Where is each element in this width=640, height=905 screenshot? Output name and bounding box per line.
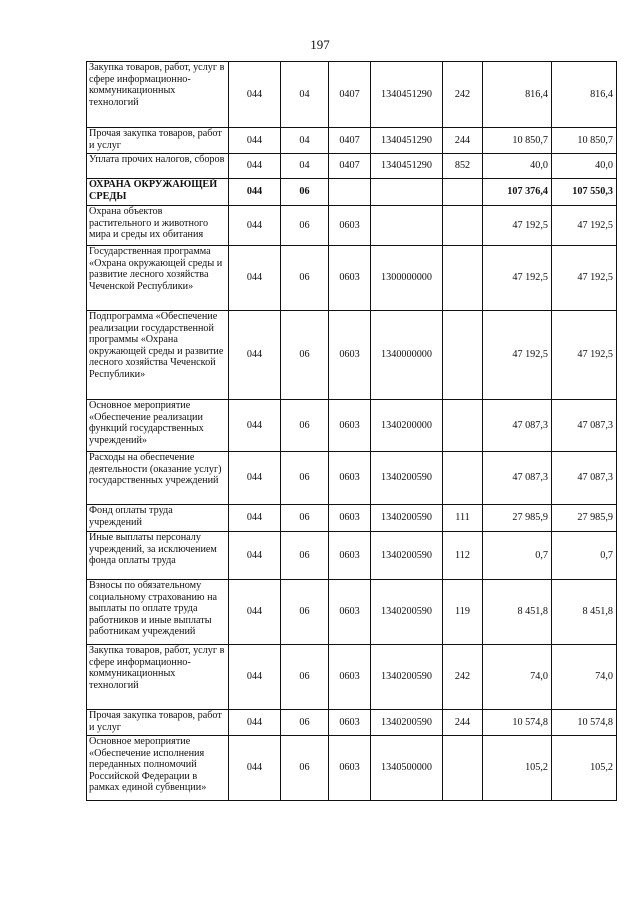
ministry-code: 044 bbox=[229, 154, 281, 179]
amount-second-year: 107 550,3 bbox=[552, 179, 617, 206]
row-name: ОХРАНА ОКРУЖАЮЩЕЙ СРЕДЫ bbox=[87, 179, 229, 206]
table-row bbox=[87, 710, 617, 736]
ministry-code: 044 bbox=[229, 580, 281, 645]
table-row bbox=[87, 452, 617, 505]
section-code: 06 bbox=[281, 311, 329, 400]
subsection-code: 0603 bbox=[329, 580, 371, 645]
ministry-code: 044 bbox=[229, 400, 281, 452]
subsection-code: 0603 bbox=[329, 532, 371, 580]
expense-type-code: 119 bbox=[443, 580, 483, 645]
ministry-code: 044 bbox=[229, 311, 281, 400]
subsection-code: 0603 bbox=[329, 206, 371, 246]
section-code: 06 bbox=[281, 400, 329, 452]
amount-first-year: 40,0 bbox=[483, 154, 552, 179]
table-row bbox=[87, 246, 617, 311]
row-name: Закупка товаров, работ, услуг в сфере информационно-коммуникационных технологий bbox=[87, 62, 229, 128]
target-article-code: 1340200590 bbox=[371, 710, 443, 736]
target-article-code: 1340200000 bbox=[371, 400, 443, 452]
table-row bbox=[87, 532, 617, 580]
amount-second-year: 40,0 bbox=[552, 154, 617, 179]
table-row bbox=[87, 179, 617, 206]
section-code: 06 bbox=[281, 710, 329, 736]
expense-type-code: 852 bbox=[443, 154, 483, 179]
amount-first-year: 10 850,7 bbox=[483, 128, 552, 154]
row-name: Фонд оплаты труда учреждений bbox=[87, 505, 229, 532]
target-article-code: 1340200590 bbox=[371, 452, 443, 505]
amount-first-year: 8 451,8 bbox=[483, 580, 552, 645]
subsection-code: 0603 bbox=[329, 311, 371, 400]
table-row bbox=[87, 128, 617, 154]
section-code: 06 bbox=[281, 505, 329, 532]
subsection-code: 0603 bbox=[329, 452, 371, 505]
section-code: 04 bbox=[281, 62, 329, 128]
amount-second-year: 8 451,8 bbox=[552, 580, 617, 645]
subsection-code: 0603 bbox=[329, 505, 371, 532]
target-article-code bbox=[371, 179, 443, 206]
ministry-code: 044 bbox=[229, 128, 281, 154]
ministry-code: 044 bbox=[229, 179, 281, 206]
amount-first-year: 47 192,5 bbox=[483, 311, 552, 400]
expense-type-code bbox=[443, 206, 483, 246]
ministry-code: 044 bbox=[229, 246, 281, 311]
section-code: 06 bbox=[281, 580, 329, 645]
section-code: 06 bbox=[281, 736, 329, 801]
amount-second-year: 816,4 bbox=[552, 62, 617, 128]
row-name: Расходы на обеспечение деятельности (оказание услуг) государственных учреждений bbox=[87, 452, 229, 505]
amount-second-year: 10 574,8 bbox=[552, 710, 617, 736]
expense-type-code bbox=[443, 179, 483, 206]
target-article-code: 1340451290 bbox=[371, 128, 443, 154]
target-article-code: 1340200590 bbox=[371, 505, 443, 532]
ministry-code: 044 bbox=[229, 452, 281, 505]
ministry-code: 044 bbox=[229, 532, 281, 580]
expense-type-code bbox=[443, 246, 483, 311]
subsection-code: 0407 bbox=[329, 62, 371, 128]
amount-first-year: 10 574,8 bbox=[483, 710, 552, 736]
subsection-code: 0407 bbox=[329, 128, 371, 154]
row-name: Уплата прочих налогов, сборов bbox=[87, 154, 229, 179]
row-name: Охрана объектов растительного и животного мира и среды их обитания bbox=[87, 206, 229, 246]
ministry-code: 044 bbox=[229, 62, 281, 128]
budget-table bbox=[86, 61, 617, 801]
subsection-code: 0603 bbox=[329, 710, 371, 736]
expense-type-code: 242 bbox=[443, 645, 483, 710]
row-name: Взносы по обязательному социальному страхованию на выплаты по оплате труда работников и иные выплаты работникам учреждений bbox=[87, 580, 229, 645]
section-code: 06 bbox=[281, 532, 329, 580]
table-body bbox=[87, 62, 617, 801]
expense-type-code: 242 bbox=[443, 62, 483, 128]
expense-type-code: 111 bbox=[443, 505, 483, 532]
subsection-code: 0603 bbox=[329, 246, 371, 311]
target-article-code bbox=[371, 206, 443, 246]
ministry-code: 044 bbox=[229, 505, 281, 532]
subsection-code: 0603 bbox=[329, 645, 371, 710]
row-name: Прочая закупка товаров, работ и услуг bbox=[87, 128, 229, 154]
ministry-code: 044 bbox=[229, 736, 281, 801]
target-article-code: 1340200590 bbox=[371, 532, 443, 580]
target-article-code: 1340451290 bbox=[371, 154, 443, 179]
row-name: Государственная программа «Охрана окружающей среды и развитие лесного хозяйства Чеченской Республики» bbox=[87, 246, 229, 311]
amount-first-year: 105,2 bbox=[483, 736, 552, 801]
target-article-code: 1340451290 bbox=[371, 62, 443, 128]
amount-second-year: 47 192,5 bbox=[552, 246, 617, 311]
amount-second-year: 105,2 bbox=[552, 736, 617, 801]
table-row bbox=[87, 62, 617, 128]
amount-second-year: 10 850,7 bbox=[552, 128, 617, 154]
subsection-code: 0407 bbox=[329, 154, 371, 179]
table-row bbox=[87, 736, 617, 801]
expense-type-code bbox=[443, 736, 483, 801]
page-number: 197 bbox=[310, 37, 330, 52]
amount-second-year: 27 985,9 bbox=[552, 505, 617, 532]
table-row bbox=[87, 645, 617, 710]
expense-type-code: 244 bbox=[443, 128, 483, 154]
row-name: Основное мероприятие «Обеспечение исполнения переданных полномочий Российской Федерации в рамках единой субвенции» bbox=[87, 736, 229, 801]
target-article-code: 1340500000 bbox=[371, 736, 443, 801]
amount-first-year: 0,7 bbox=[483, 532, 552, 580]
target-article-code: 1340200590 bbox=[371, 580, 443, 645]
amount-second-year: 47 087,3 bbox=[552, 452, 617, 505]
expense-type-code bbox=[443, 311, 483, 400]
section-code: 06 bbox=[281, 452, 329, 505]
target-article-code: 1340000000 bbox=[371, 311, 443, 400]
expense-type-code: 244 bbox=[443, 710, 483, 736]
row-name: Закупка товаров, работ, услуг в сфере информационно-коммуникационных технологий bbox=[87, 645, 229, 710]
ministry-code: 044 bbox=[229, 645, 281, 710]
expense-type-code: 112 bbox=[443, 532, 483, 580]
section-code: 06 bbox=[281, 179, 329, 206]
row-name: Основное мероприятие «Обеспечение реализации функций государственных учреждений» bbox=[87, 400, 229, 452]
section-code: 06 bbox=[281, 645, 329, 710]
amount-first-year: 107 376,4 bbox=[483, 179, 552, 206]
table-row bbox=[87, 206, 617, 246]
amount-second-year: 74,0 bbox=[552, 645, 617, 710]
table-row bbox=[87, 400, 617, 452]
target-article-code: 1300000000 bbox=[371, 246, 443, 311]
amount-first-year: 47 087,3 bbox=[483, 452, 552, 505]
table-row bbox=[87, 154, 617, 179]
table-row bbox=[87, 505, 617, 532]
ministry-code: 044 bbox=[229, 206, 281, 246]
subsection-code: 0603 bbox=[329, 736, 371, 801]
section-code: 04 bbox=[281, 154, 329, 179]
amount-first-year: 816,4 bbox=[483, 62, 552, 128]
section-code: 06 bbox=[281, 246, 329, 311]
table-row bbox=[87, 580, 617, 645]
amount-second-year: 47 192,5 bbox=[552, 206, 617, 246]
amount-first-year: 47 192,5 bbox=[483, 246, 552, 311]
row-name: Иные выплаты персоналу учреждений, за исключением фонда оплаты труда bbox=[87, 532, 229, 580]
target-article-code: 1340200590 bbox=[371, 645, 443, 710]
amount-first-year: 74,0 bbox=[483, 645, 552, 710]
amount-second-year: 47 192,5 bbox=[552, 311, 617, 400]
amount-first-year: 47 192,5 bbox=[483, 206, 552, 246]
amount-first-year: 47 087,3 bbox=[483, 400, 552, 452]
expense-type-code bbox=[443, 400, 483, 452]
table-row bbox=[87, 311, 617, 400]
amount-second-year: 47 087,3 bbox=[552, 400, 617, 452]
row-name: Прочая закупка товаров, работ и услуг bbox=[87, 710, 229, 736]
amount-second-year: 0,7 bbox=[552, 532, 617, 580]
subsection-code: 0603 bbox=[329, 400, 371, 452]
section-code: 04 bbox=[281, 128, 329, 154]
section-code: 06 bbox=[281, 206, 329, 246]
subsection-code bbox=[329, 179, 371, 206]
amount-first-year: 27 985,9 bbox=[483, 505, 552, 532]
row-name: Подпрограмма «Обеспечение реализации государственной программы «Охрана окружающей среды и развитие лесного хозяйства Чеченской Республики» bbox=[87, 311, 229, 400]
expense-type-code bbox=[443, 452, 483, 505]
ministry-code: 044 bbox=[229, 710, 281, 736]
